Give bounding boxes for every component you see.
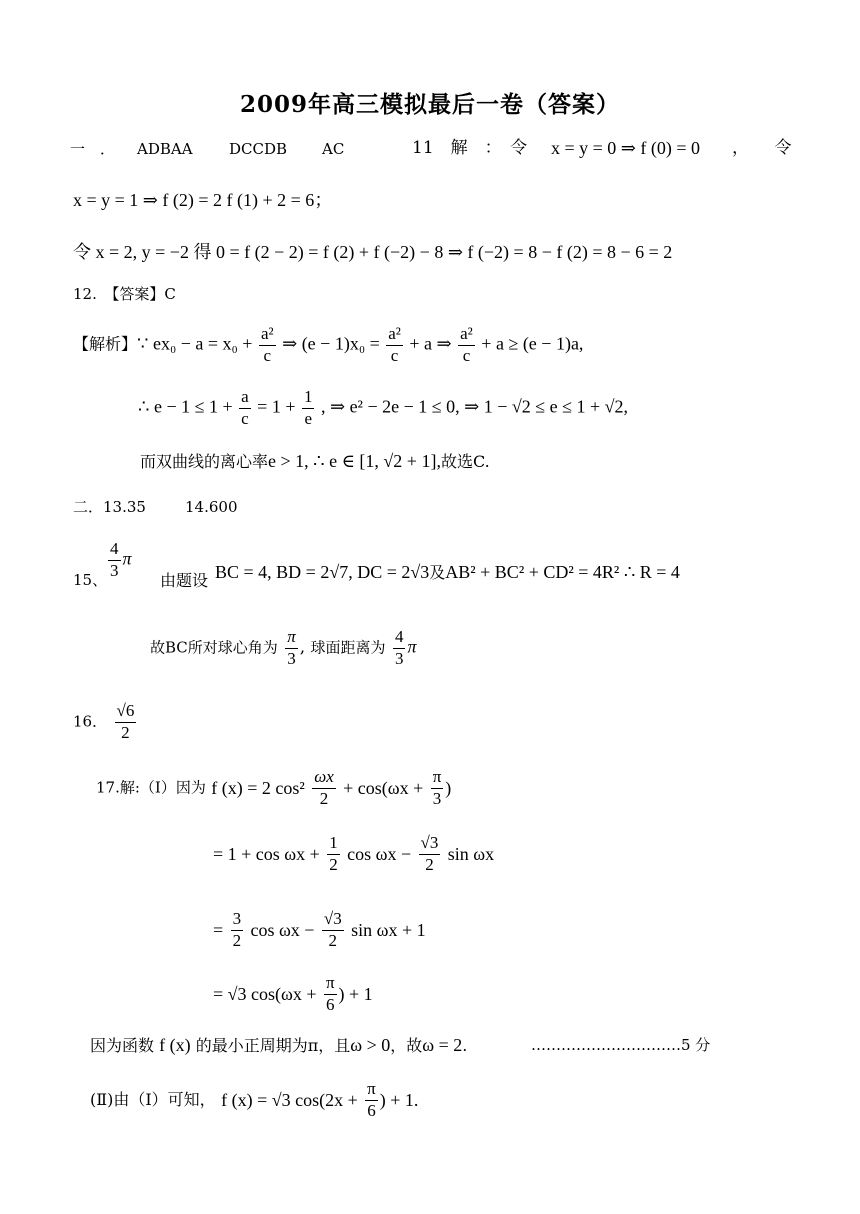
frac-sqrt3-over-2-b [322,910,344,950]
answers-1-10-a: ADBAA [137,140,193,158]
q12-answer: 12. 【答案】C [73,285,176,303]
q15-math2: AB² + BC² + CD² = 4R² ∴ R = 4 [445,562,680,582]
q17-line5 [90,1036,467,1054]
q16-line [73,702,138,742]
q11-separator: ， 令 [732,138,792,158]
q17-l5-g: . [462,1036,468,1055]
q17-l1-a: f (x) = 2 cos² [211,778,305,799]
q14-answer: 14.600 [185,498,238,516]
q15-answer [106,540,132,580]
q17-l6-b: f (x) = √3 cos(2x + [221,1090,358,1111]
q11-line3 [73,243,672,261]
q17-l6-a: (Ⅱ)由（Ⅰ）可知， [90,1090,216,1110]
frac-num: 4 [393,628,406,649]
q17-score: …………………………5 分 [531,1036,711,1054]
frac-den: 3 [432,788,442,808]
frac-num: π [365,1080,378,1101]
q17-l2-b: cos ωx − [347,844,412,865]
q15-text3: 故BC所对球心角为 [150,638,278,657]
q12-analysis-label: 【解析】 [73,334,138,354]
frac-num: √6 [115,702,137,723]
q15-label: 15、 [73,571,108,589]
q17-l2-a: = 1 + cos ωx + [213,844,320,865]
frac-den: 3 [110,560,119,580]
frac-den: 2 [121,722,130,742]
q17-line2 [213,834,494,874]
frac-num: √3 [419,834,441,855]
frac-sqrt6-over-2 [115,702,137,742]
frac-den: c [241,408,249,428]
q17-l2-c: sin ωx [447,844,495,865]
frac-den: c [462,345,471,365]
q12-l1-c: + a ⇒ [409,333,452,354]
q12-l2-c: , ⇒ e² − 2e − 1 ≤ 0, ⇒ 1 − √2 ≤ e ≤ 1 + √2, [320,396,629,417]
q17-l1-b: + cos(ωx + [343,778,424,799]
frac-pi-over-3-b [431,768,444,808]
frac-pi-over-6-b [365,1080,378,1120]
frac-den: 6 [367,1100,376,1120]
q11-line2-end: ； [314,190,333,210]
q12-l2-a: ∴ e − 1 ≤ 1 + [138,396,233,417]
q11-line3-mid: 得 [193,242,212,262]
q15-math-line [215,563,680,581]
frac-num: 3 [231,910,244,931]
frac-sqrt3-over-2 [419,834,441,874]
frac-num: 1 [327,834,340,855]
page-title: 2009年高三模拟最后一卷（答案） [239,91,620,118]
frac-num: π [324,974,337,995]
q17-label: 17.解:（Ⅰ）因为 [96,778,206,797]
q17-l3-a: = [213,920,224,941]
frac-num: √3 [322,910,344,931]
frac-num: ωx [312,768,336,789]
q12-analysis-line2 [138,388,628,428]
frac-num: a² [458,325,475,346]
frac-den: 2 [425,854,434,874]
frac-3-over-2 [231,910,244,950]
frac-a2-over-c-2 [386,325,403,365]
frac-num: 1 [302,388,315,409]
q17-l4-a: = √3 cos(ωx + [213,984,317,1005]
frac-pi-over-3 [285,628,298,668]
frac-num: π [285,628,298,649]
frac-num: a² [386,325,403,346]
pi-symbol: π [122,548,132,569]
q17-line3 [213,910,426,950]
q17-l5-e: ，故 [390,1036,423,1055]
q11-line2-math: x = y = 1 ⇒ f (2) = 2 f (1) + 2 = 6 [73,190,315,210]
q17-line4 [213,974,373,1014]
frac-num: π [431,768,444,789]
frac-den: 2 [319,788,329,808]
q12-analysis-line3 [140,452,490,470]
q15-text2: 及 [429,563,446,582]
pi-symbol: π [407,636,417,657]
frac-a2-over-c-1 [259,325,276,365]
q12-l3-a: 而双曲线的离心率 [140,452,269,471]
q11-line3-prefix: 令 [73,242,91,262]
q11-line3-result: 0 = f (2 − 2) = f (2) + f (−2) − 8 ⇒ f (−2) = 8 − f (2) = 8 − 6 = 2 [215,242,673,262]
answers-11-12: AC [322,140,345,158]
frac-4-over-3 [108,540,121,580]
frac-num: a² [259,325,276,346]
q17-l4-b: ) + 1 [338,984,373,1005]
q11-label: 11 解 ： 令 [412,138,528,158]
frac-den: 2 [329,854,338,874]
q17-l5-f: ω = 2 [422,1035,463,1055]
q17-l3-c: sin ωx + 1 [351,920,426,941]
q12-l2-b: = 1 + [257,396,296,417]
q11-line2 [73,191,332,209]
q11-math-a: x = y = 0 ⇒ f (0) = 0 [551,138,701,158]
q15-comma: , [299,637,306,658]
frac-den: e [304,408,312,428]
q17-l1-c: ) [445,778,452,799]
q17-l3-b: cos ωx − [250,920,315,941]
q17-line6 [90,1080,418,1120]
frac-den: 2 [328,930,338,950]
frac-a2-over-c-3 [458,325,475,365]
q17-l5-a: 因为函数 [90,1036,155,1055]
q17-line1 [96,768,451,808]
q12-l3-b: e > 1, ∴ e ∈ [1, √2 + 1], [268,451,441,471]
frac-4-over-3-b [393,628,406,668]
frac-den: 2 [232,930,242,950]
q16-label: 16． [73,712,108,731]
q12-analysis-line1 [73,325,583,365]
frac-a-over-c [239,388,251,428]
frac-num: a [239,388,251,409]
q15-text4: 球面距离为 [310,638,386,657]
answers-1-10-b: DCCDB [229,140,288,158]
q17-l5-b: f (x) [159,1035,191,1055]
frac-pi-over-6 [324,974,337,1014]
frac-den: 3 [287,648,296,668]
q12-l3-c: 故选C. [440,452,490,471]
q17-l6-d: . [413,1090,419,1111]
frac-1-over-2 [327,834,340,874]
frac-wx-over-2 [312,768,336,808]
frac-1-over-e [302,388,315,428]
frac-den: 6 [325,994,335,1014]
frac-den: c [263,345,272,365]
q15-line2 [150,628,416,668]
q17-l6-c: ) + 1 [379,1090,414,1111]
frac-den: c [390,345,399,365]
frac-num: 4 [108,540,121,561]
q15-text1: 由题设 [160,571,209,590]
q12-l1-a: ∵ ex₀ − a = x₀ + [137,333,253,354]
q15-math1: BC = 4, BD = 2√7, DC = 2√3 [215,562,430,582]
section1-label: 一 ． [70,140,116,158]
q17-l5-c: 的最小正周期为π，且 [195,1036,351,1055]
q12-l1-d: + a ≥ (e − 1)a, [481,333,584,354]
frac-den: 3 [394,648,404,668]
section2-label: 二．13.35 [73,498,146,516]
q17-l5-d: ω > 0 [350,1035,391,1055]
q11-line3-math: x = 2, y = −2 [95,242,189,262]
q12-l1-b: ⇒ (e − 1)x₀ = [282,333,380,354]
